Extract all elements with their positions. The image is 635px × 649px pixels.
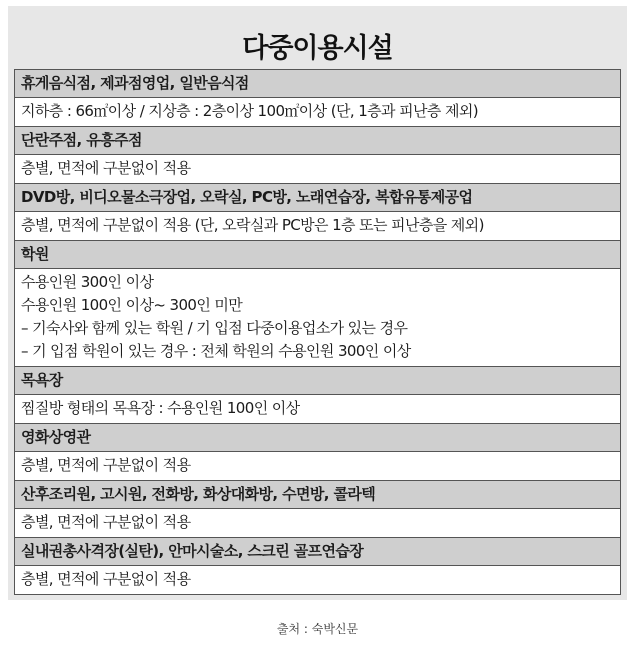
- section-heading: 단란주점, 유흥주점: [15, 127, 620, 155]
- section-body: [15, 98, 620, 126]
- section-restaurants: [15, 70, 620, 127]
- section-line: 층별, 면적에 구분없이 적용 (단, 오락실과 PC방은 1층 또는 피난층을 제외): [21, 216, 484, 234]
- section-heading: DVD방, 비디오물소극장업, 오락실, PC방, 노래연습장, 복합유통제공업: [15, 184, 620, 212]
- section-body: [15, 566, 620, 594]
- section-line: 수용인원 300인 이상: [21, 273, 154, 291]
- section-body: [15, 269, 620, 366]
- section-line: 층별, 면적에 구분없이 적용: [21, 570, 191, 588]
- page-title: 다중이용시설: [242, 33, 393, 64]
- section-academy: [15, 241, 620, 367]
- section-line: 수용인원 100인 이상~ 300인 미만: [21, 296, 243, 314]
- section-body: [15, 395, 620, 423]
- section-line: – 기 입점 학원이 있는 경우 : 전체 학원의 수용인원 300인 이상: [21, 342, 411, 360]
- section-heading: 학원: [15, 241, 620, 269]
- section-cinema: [15, 424, 620, 481]
- section-heading: 산후조리원, 고시원, 전화방, 화상대화방, 수면방, 콜라텍: [15, 481, 620, 509]
- section-heading: 목욕장: [15, 367, 620, 395]
- section-line: 층별, 면적에 구분없이 적용: [21, 456, 191, 474]
- section-line: – 기숙사와 함께 있는 학원 / 기 입점 다중이용업소가 있는 경우: [21, 319, 408, 337]
- section-shooting-range: [15, 538, 620, 595]
- section-bars: [15, 127, 620, 184]
- section-line: 지하층 : 66㎡이상 / 지상층 : 2층이상 100㎡이상 (단, 1층과 피난층 제외): [21, 102, 478, 120]
- section-body: [15, 212, 620, 240]
- source-caption: 출처 : 숙박신문: [276, 622, 359, 636]
- section-line: 층별, 면적에 구분없이 적용: [21, 513, 191, 531]
- section-bathhouse: [15, 367, 620, 424]
- infographic-panel: [8, 6, 627, 600]
- facility-table: [14, 69, 621, 595]
- section-postpartum: [15, 481, 620, 538]
- section-line: 층별, 면적에 구분없이 적용: [21, 159, 191, 177]
- section-body: [15, 509, 620, 537]
- section-body: [15, 452, 620, 480]
- section-body: [15, 155, 620, 183]
- section-line: 찜질방 형태의 목욕장 : 수용인원 100인 이상: [21, 399, 300, 417]
- section-heading: 영화상영관: [15, 424, 620, 452]
- section-heading: 휴게음식점, 제과점영업, 일반음식점: [15, 70, 620, 98]
- section-heading: 실내권총사격장(실탄), 안마시술소, 스크린 골프연습장: [15, 538, 620, 566]
- section-entertainment: [15, 184, 620, 241]
